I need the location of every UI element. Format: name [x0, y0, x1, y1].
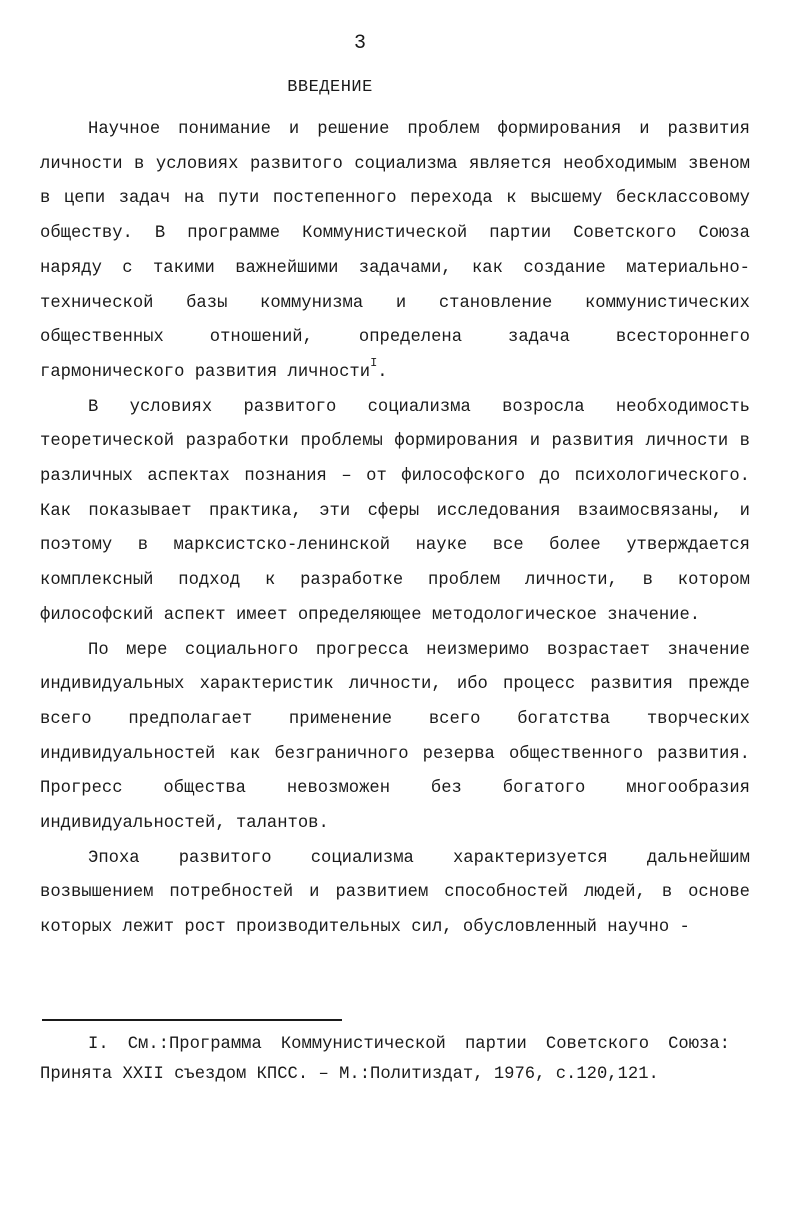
paragraph-1-tail: .	[377, 362, 388, 382]
paragraph-1	[40, 113, 750, 391]
footnote-reference: I	[370, 355, 378, 370]
paragraph-1-text: Научное понимание и решение проблем формирования и развития личности в условиях развитого социализма является необходимым звеном в цепи задач на пути постепенного перехода к высшему бесклассовому обществу. В программе Коммунистической партии Советского Союза наряду с такими важнейшими задачами, как создание материально-технической базы коммунизма и становление коммунистических общественных отношений, определена задача всестороннего гармонического развития личности	[40, 120, 750, 382]
main-text	[40, 113, 750, 946]
page-number: 3	[353, 32, 366, 55]
paragraph-4: Эпоха развитого социализма характеризуется дальнейшим возвышением потребностей и развитием способностей людей, в основе которых лежит рост производительных сил, обусловленный научно -	[40, 848, 750, 938]
footnote-divider	[42, 1019, 342, 1021]
footnote: I. См.:Программа Коммунистической партии Советского Союза: Принята XXII съездом КПСС. – М.:Политиздат, 1976, с.120,121.	[40, 1035, 730, 1084]
paragraph-2: В условиях развитого социализма возросла необходимость теоретической разработки проблемы формирования и развития личности в различных аспектах познания – от философского до психологического. Как показывает практика, эти сферы исследования взаимосвязаны, и поэтому в марксистско-ленинской науке все более утверждается комплексный подход к разработке проблем личности, в котором философский аспект имеет определяющее методологическое значение.	[40, 397, 750, 625]
section-heading: ВВЕДЕНИЕ	[287, 78, 373, 97]
paragraph-3: По мере социального прогресса неизмеримо возрастает значение индивидуальных характеристик личности, ибо процесс развития прежде всего предполагает применение всего богатства творческих индивидуальностей как безграничного резерва общественного развития. Прогресс общества невозможен без богатого многообразия индивидуальностей, талантов.	[40, 640, 750, 834]
